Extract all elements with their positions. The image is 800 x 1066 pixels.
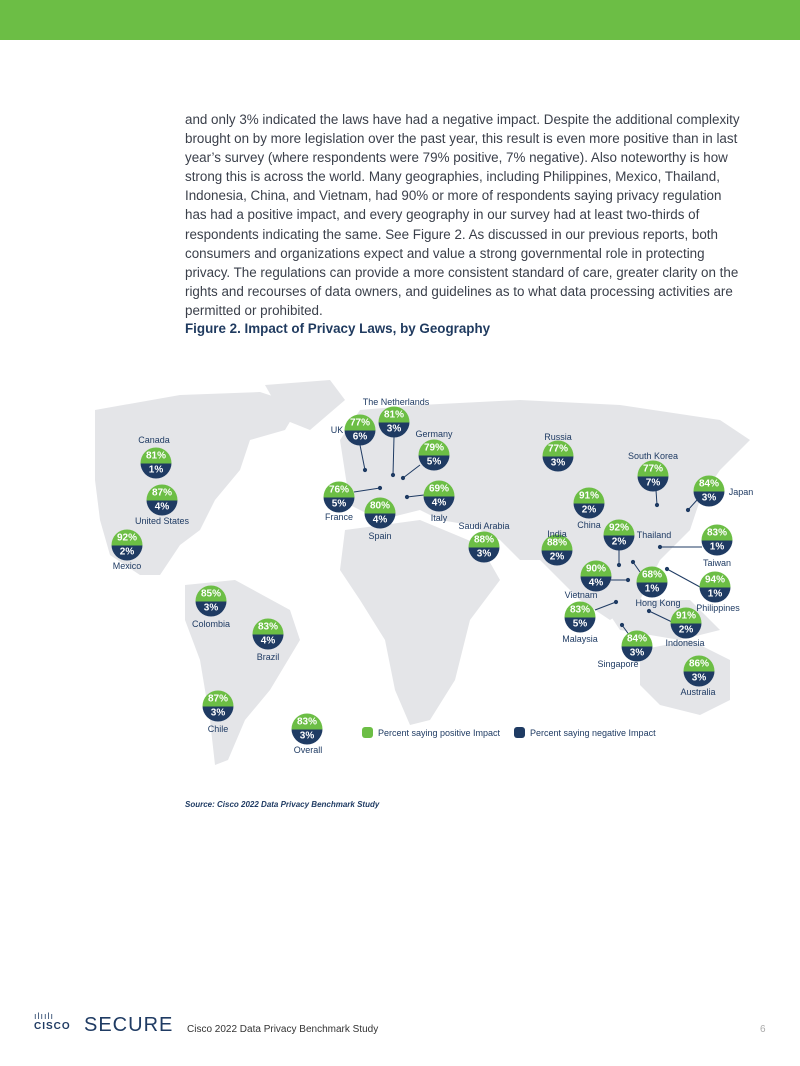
pie-chile xyxy=(203,691,234,722)
positive-value: 77% xyxy=(543,441,574,457)
negative-value: 1% xyxy=(702,540,733,556)
negative-value: 5% xyxy=(324,497,355,513)
pie-mexico xyxy=(112,530,143,561)
negative-value: 3% xyxy=(379,422,410,438)
label-india: India xyxy=(547,529,567,539)
positive-value: 83% xyxy=(253,619,284,635)
negative-value: 2% xyxy=(112,545,143,561)
pie-china xyxy=(574,488,605,519)
label-saudi-arabia: Saudi Arabia xyxy=(458,521,510,531)
cisco-bars-icon: ılıılı xyxy=(34,1011,55,1021)
positive-value: 91% xyxy=(671,608,702,624)
positive-value: 86% xyxy=(684,656,715,672)
pie-south-korea xyxy=(638,461,669,492)
label-vietnam: Vietnam xyxy=(564,590,598,600)
label-spain: Spain xyxy=(368,531,392,541)
pie-saudi-arabia xyxy=(469,532,500,563)
label-overall: Overall xyxy=(293,745,323,755)
pie-malaysia xyxy=(565,602,596,633)
negative-value: 3% xyxy=(196,601,227,617)
leader-dot xyxy=(665,567,668,570)
pie-philippines xyxy=(700,572,731,603)
negative-value: 3% xyxy=(469,547,500,563)
positive-value: 84% xyxy=(694,476,725,492)
negative-value: 1% xyxy=(637,582,668,598)
pie-russia xyxy=(543,441,574,472)
negative-value: 3% xyxy=(684,671,715,687)
body-line: has had a positive impact, and every geography in our survey had at least two-thirds of xyxy=(185,207,700,223)
leader-dot xyxy=(658,545,661,548)
positive-value: 92% xyxy=(112,530,143,546)
legend-positive xyxy=(362,727,500,738)
label-singapore: Singapore xyxy=(597,659,639,669)
pie-the-netherlands xyxy=(379,407,410,438)
positive-value: 88% xyxy=(469,532,500,548)
positive-value: 77% xyxy=(638,461,669,477)
leader-dot xyxy=(614,600,617,603)
pie-germany xyxy=(419,440,450,471)
positive-value: 84% xyxy=(622,631,653,647)
leader-dot xyxy=(363,468,366,471)
negative-value: 4% xyxy=(253,634,284,650)
negative-value: 3% xyxy=(694,491,725,507)
positive-value: 80% xyxy=(365,498,396,514)
figure-source: Source: Cisco 2022 Data Privacy Benchmark Study xyxy=(185,800,380,809)
label-canada: Canada xyxy=(138,435,170,445)
negative-value: 4% xyxy=(147,500,178,516)
positive-value: 94% xyxy=(700,572,731,588)
negative-value: 2% xyxy=(542,550,573,566)
pie-taiwan xyxy=(702,525,733,556)
page-number: 6 xyxy=(760,1024,766,1035)
positive-value: 87% xyxy=(203,691,234,707)
label-italy: Italy xyxy=(430,513,448,523)
negative-value: 1% xyxy=(141,463,172,479)
negative-value: 3% xyxy=(203,706,234,722)
pie-italy xyxy=(424,481,455,512)
legend-positive-label: Percent saying positive Impact xyxy=(378,727,501,738)
body-line: rights and recourses of data owners, and guidelines as to what data processing activities are xyxy=(185,283,733,299)
positive-value: 83% xyxy=(565,602,596,618)
pie-overall xyxy=(292,714,323,745)
body-line: permitted or prohibited. xyxy=(185,302,323,318)
pie-uk xyxy=(345,415,376,446)
negative-value: 2% xyxy=(671,623,702,639)
positive-value: 88% xyxy=(542,535,573,551)
leader-dot xyxy=(617,563,620,566)
leader-dot xyxy=(405,495,408,498)
pie-france xyxy=(324,482,355,513)
label-philippines: Philippines xyxy=(696,603,740,613)
body-line: respondents indicating the same. See Figure 2. As discussed in our previous reports, both xyxy=(185,226,718,242)
negative-value: 3% xyxy=(543,456,574,472)
label-chile: Chile xyxy=(207,724,229,734)
label-france: France xyxy=(324,512,354,522)
label-russia: Russia xyxy=(544,432,572,442)
positive-value: 69% xyxy=(424,481,455,497)
leader-line xyxy=(667,569,700,587)
label-japan: Japan xyxy=(728,487,754,497)
label-uk: UK xyxy=(330,425,344,435)
negative-value: 3% xyxy=(622,646,653,662)
positive-value: 83% xyxy=(292,714,323,730)
positive-value: 81% xyxy=(141,448,172,464)
leader-dot xyxy=(620,623,623,626)
pie-indonesia xyxy=(671,608,702,639)
pie-japan xyxy=(694,476,725,507)
positive-value: 91% xyxy=(574,488,605,504)
positive-value: 76% xyxy=(324,482,355,498)
leader-dot xyxy=(655,503,658,506)
label-australia: Australia xyxy=(680,687,716,697)
positive-value: 68% xyxy=(637,567,668,583)
label-south-korea: South Korea xyxy=(627,451,679,461)
body-line: brought on by more legislation over the past year, this result is even more positive than in last xyxy=(185,131,738,147)
body-line: Indonesia, China, and Vietnam, had 90% or more of respondents saying privacy regulation xyxy=(185,188,722,204)
label-united-states: United States xyxy=(134,516,190,526)
leader-dot xyxy=(378,486,381,489)
body-line: year’s survey (where respondents were 79% positive, 7% negative). Also noteworthy is how xyxy=(185,150,728,166)
pie-brazil xyxy=(253,619,284,650)
pie-united-states xyxy=(147,485,178,516)
label-malaysia: Malaysia xyxy=(562,634,598,644)
positive-value: 90% xyxy=(581,561,612,577)
leader-dot xyxy=(647,609,650,612)
positive-value: 87% xyxy=(147,485,178,501)
label-mexico: Mexico xyxy=(112,561,142,571)
label-china: China xyxy=(577,520,601,530)
label-taiwan: Taiwan xyxy=(702,558,732,568)
negative-value: 7% xyxy=(638,476,669,492)
positive-value: 83% xyxy=(702,525,733,541)
pie-thailand xyxy=(604,520,635,551)
negative-value: 4% xyxy=(424,496,455,512)
pie-canada xyxy=(141,448,172,479)
pie-vietnam xyxy=(581,561,612,592)
cisco-secure-logo xyxy=(34,1011,174,1036)
negative-value: 2% xyxy=(574,503,605,519)
figure-title: Figure 2. Impact of Privacy Laws, by Geography xyxy=(185,321,491,336)
body-line: and only 3% indicated the laws have had a negative impact. Despite the additional complexity xyxy=(185,112,740,127)
legend-positive-swatch xyxy=(362,727,373,738)
cisco-wordmark: CISCO xyxy=(34,1021,71,1032)
negative-value: 5% xyxy=(419,455,450,471)
positive-value: 77% xyxy=(345,415,376,431)
positive-value: 85% xyxy=(196,586,227,602)
negative-value: 2% xyxy=(604,535,635,551)
leader-dot xyxy=(631,560,634,563)
leader-dot xyxy=(686,508,689,511)
negative-value: 4% xyxy=(581,576,612,592)
label-colombia: Colombia xyxy=(191,619,231,629)
secure-wordmark: SECURE xyxy=(84,1014,174,1036)
pie-india xyxy=(542,535,573,566)
label-brazil: Brazil xyxy=(256,652,280,662)
positive-value: 92% xyxy=(604,520,635,536)
negative-value: 3% xyxy=(292,729,323,745)
pie-hong-kong xyxy=(637,567,668,598)
legend-negative xyxy=(514,727,656,738)
pie-colombia xyxy=(196,586,227,617)
leader-dot xyxy=(401,476,404,479)
negative-value: 6% xyxy=(345,430,376,446)
label-indonesia: Indonesia xyxy=(665,638,705,648)
label-thailand: Thailand xyxy=(636,530,672,540)
body-line: privacy. The regulations can provide a more consistent standard of care, greater clarity on the xyxy=(185,264,739,280)
footer-title: Cisco 2022 Data Privacy Benchmark Study xyxy=(187,1024,379,1035)
label-the-netherlands: The Netherlands xyxy=(362,397,430,407)
positive-value: 81% xyxy=(379,407,410,423)
negative-value: 1% xyxy=(700,587,731,603)
body-line: strong this is across the world. Many geographies, including Philippines, Mexico, Thailand, xyxy=(185,169,720,185)
label-hong-kong: Hong Kong xyxy=(635,598,681,608)
leader-dot xyxy=(626,578,629,581)
pie-australia xyxy=(684,656,715,687)
negative-value: 5% xyxy=(565,617,596,633)
leader-dot xyxy=(391,473,394,476)
body-line: consumers and organizations expect and value a strong governmental role in protecting xyxy=(185,245,705,261)
legend-negative-label: Percent saying negative Impact xyxy=(530,727,656,738)
positive-value: 79% xyxy=(419,440,450,456)
pie-spain xyxy=(365,498,396,529)
negative-value: 4% xyxy=(365,513,396,529)
label-germany: Germany xyxy=(415,429,453,439)
legend-negative-swatch xyxy=(514,727,525,738)
pie-singapore xyxy=(622,631,653,662)
